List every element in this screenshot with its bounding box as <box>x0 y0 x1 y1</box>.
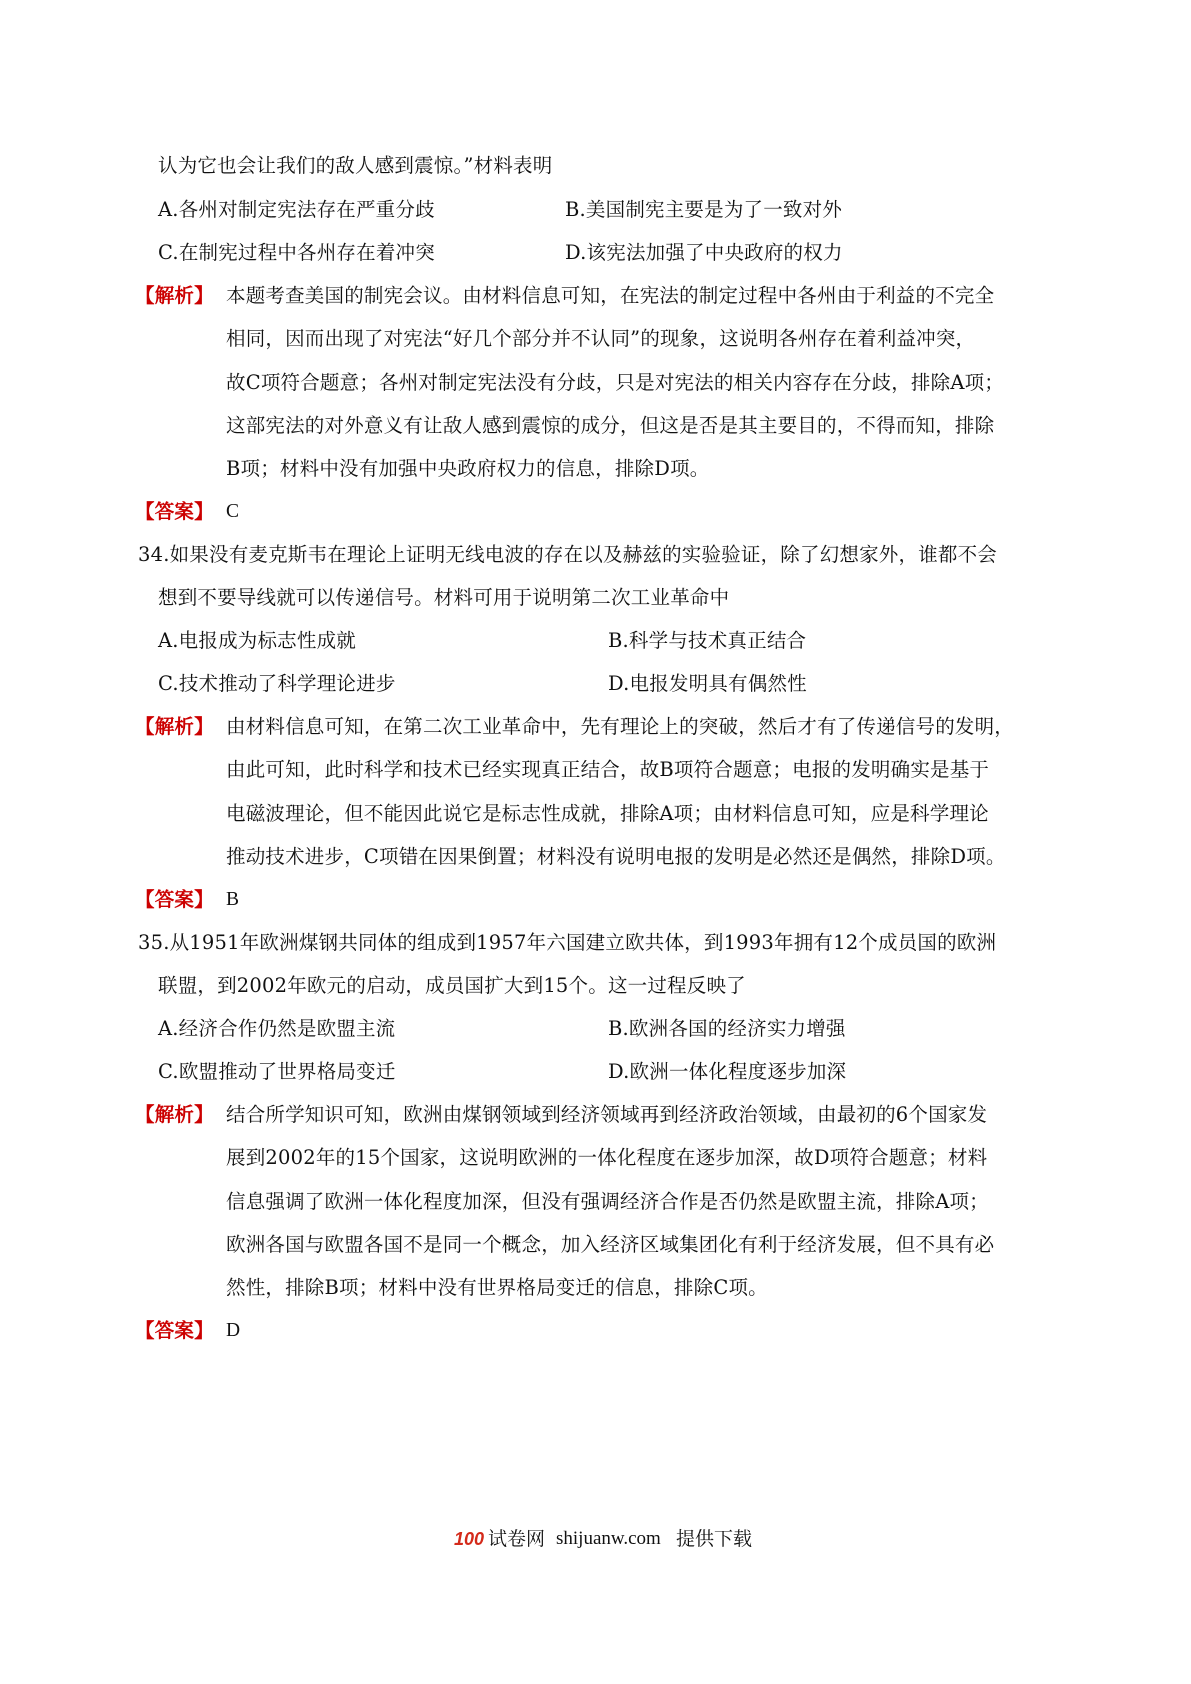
q34-analysis-tag: 【解析】 <box>135 715 214 738</box>
q34-answer: B <box>226 889 240 910</box>
q33-option-d: D.该宪法加强了中央政府的权力 <box>565 241 843 264</box>
q35-option-b: B.欧洲各国的经济实力增强 <box>608 1017 846 1040</box>
q33-analysis-tag: 【解析】 <box>135 284 214 307</box>
q33-analysis-line-5: B项；材料中没有加强中央政府权力的信息，排除D项。 <box>226 457 710 480</box>
footer-logo-word: 试卷网 <box>488 1528 546 1550</box>
q35-analysis-line-3: 信息强调了欧洲一体化程度加深，但没有强调经济合作是否仍然是欧盟主流，排除A项； <box>226 1190 989 1213</box>
q34-analysis-line-1: 由材料信息可知，在第二次工业革命中，先有理论上的突破，然后才有了传递信号的发明， <box>226 715 1015 738</box>
q35-analysis-line-4: 欧洲各国与欧盟各国不是同一个概念，加入经济区域集团化有利于经济发展，但不具有必 <box>226 1233 995 1256</box>
q34-analysis-line-4: 推动技术进步，C项错在因果倒置；材料没有说明电报的发明是必然还是偶然，排除D项。 <box>226 845 1006 868</box>
q33-stem-tail: 认为它也会让我们的敌人感到震惊。”材料表明 <box>158 154 553 177</box>
q33-option-c: C.在制宪过程中各州存在着冲突 <box>158 241 435 264</box>
q33-option-b: B.美国制宪主要是为了一致对外 <box>565 198 843 221</box>
q34-analysis-line-3: 电磁波理论，但不能因此说它是标志性成就，排除A项；由材料信息可知，应是科学理论 <box>226 802 989 825</box>
q35-option-d: D.欧洲一体化程度逐步加深 <box>608 1060 847 1083</box>
q33-analysis-line-2: 相同，因而出现了对宪法“好几个部分并不认同”的现象，这说明各州存在着利益冲突， <box>226 327 976 350</box>
q33-analysis-line-3: 故C项符合题意；各州对制定宪法没有分歧，只是对宪法的相关内容存在分歧，排除A项； <box>226 371 1005 394</box>
q35-option-c: C.欧盟推动了世界格局变迁 <box>158 1060 396 1083</box>
page-footer <box>0 1524 1191 1554</box>
q34-stem-line-2: 想到不要导线就可以传递信号。材料可用于说明第二次工业革命中 <box>158 586 730 609</box>
q35-analysis-line-1: 结合所学知识可知，欧洲由煤钢领域到经济领域再到经济政治领域，由最初的6个国家发 <box>226 1103 988 1126</box>
q35-option-a: A.经济合作仍然是欧盟主流 <box>158 1017 396 1040</box>
q35-analysis-line-5: 然性，排除B项；材料中没有世界格局变迁的信息，排除C项。 <box>226 1276 768 1299</box>
q35-stem-line-1: 35.从1951年欧洲煤钢共同体的组成到1957年六国建立欧共体，到1993年拥有12个成员国的欧洲 <box>138 931 997 954</box>
q33-option-a: A.各州对制定宪法存在严重分歧 <box>158 198 435 221</box>
footer-site[interactable]: shijuanw.com <box>556 1528 661 1549</box>
q35-analysis-tag: 【解析】 <box>135 1103 214 1126</box>
q34-option-c: C.技术推动了科学理论进步 <box>158 672 396 695</box>
q34-option-a: A.电报成为标志性成就 <box>158 629 356 652</box>
q35-analysis-line-2: 展到2002年的15个国家，这说明欧洲的一体化程度在逐步加深，故D项符合题意；材料 <box>226 1146 988 1169</box>
q33-answer: C <box>226 501 240 522</box>
q35-answer-tag: 【答案】 <box>135 1319 214 1342</box>
q33-analysis-line-4: 这部宪法的对外意义有让敌人感到震惊的成分，但这是否是其主要目的，不得而知，排除 <box>226 414 995 437</box>
footer-logo-number: 100 <box>454 1529 485 1549</box>
q34-stem-line-1: 34.如果没有麦克斯韦在理论上证明无线电波的存在以及赫兹的实验验证，除了幻想家外，谁都不会 <box>138 543 998 566</box>
q33-answer-tag: 【答案】 <box>135 500 214 523</box>
q34-answer-tag: 【答案】 <box>135 888 214 911</box>
footer-download: 提供下载 <box>676 1528 753 1550</box>
q35-answer: D <box>226 1320 241 1341</box>
q34-analysis-line-2: 由此可知，此时科学和技术已经实现真正结合，故B项符合题意；电报的发明确实是基于 <box>226 758 990 781</box>
q35-stem-line-2: 联盟，到2002年欧元的启动，成员国扩大到15个。这一过程反映了 <box>158 974 746 997</box>
q33-analysis-line-1: 本题考查美国的制宪会议。由材料信息可知，在宪法的制定过程中各州由于利益的不完全 <box>226 284 995 307</box>
q34-option-d: D.电报发明具有偶然性 <box>608 672 807 695</box>
q34-option-b: B.科学与技术真正结合 <box>608 629 807 652</box>
